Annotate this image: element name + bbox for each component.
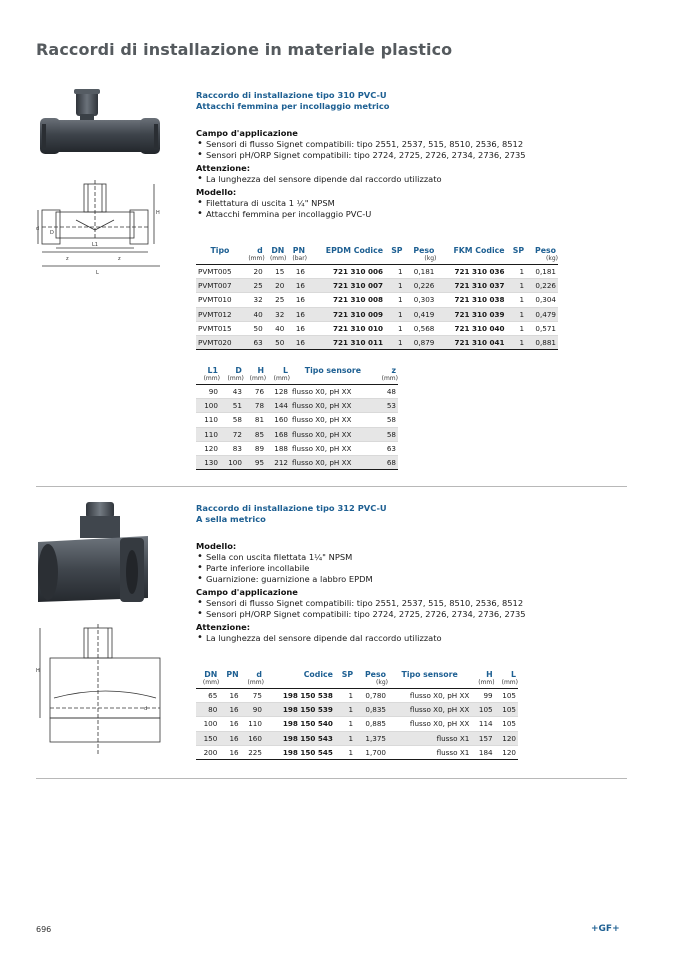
table-cell: 0,881 [526, 336, 558, 350]
table-row [196, 689, 518, 703]
table-cell: 198 150 543 [264, 731, 335, 745]
table-cell: 0,780 [355, 689, 388, 703]
campo-heading: Campo d'applicazione [196, 128, 298, 138]
table-cell: 16 [219, 731, 240, 745]
table-310-codes: Tipo d DN PN EPDM Codice SP Peso FKM Codice SP Peso (mm) (mm) (bar) (kg) (kg) PVMT005 20 15 16 721 310 006 1 0,181 721 310 036 1 0,181 PVMT007 25 20 16 721 310 007 1 0,226 721 310 037 1 0,226 PVMT010 32 25 16 721 310 008 1 0,303 721 310 038 1 0,304 PVMT012 40 32 16 721 310 009 1 0,419 721 310 039 1 0,479 PVMT015 50 40 16 721 310 010 1 0,568 721 310 040 1 0,571 PVMT020 63 50 16 721 310 011 1 0,879 721 310 041 1 0,881 [196, 246, 558, 350]
table-cell: 1 [507, 307, 527, 321]
table-cell: 99 [471, 689, 494, 703]
attenzione-item: • La lunghezza del sensore dipende dal raccordo utilizzato [196, 633, 526, 644]
table-row [196, 399, 398, 413]
table-cell: 721 310 037 [436, 279, 506, 293]
table-cell: 72 [220, 427, 244, 441]
table-cell: 100 [220, 456, 244, 470]
table-cell: 200 [196, 745, 219, 759]
table-cell: 1 [335, 689, 355, 703]
table-cell: flusso X0, pH XX [290, 399, 376, 413]
table-cell: 0,835 [355, 703, 388, 717]
drawing-label-d: d [36, 226, 40, 232]
table-cell: 1 [507, 279, 527, 293]
table-cell: flusso X0, pH XX [388, 717, 471, 731]
modello-item: • Guarnizione: guarnizione a labbro EPDM [196, 574, 526, 585]
table-cell: flusso X0, pH XX [290, 441, 376, 455]
product-310-description [196, 126, 526, 220]
table-cell: 1 [335, 703, 355, 717]
table-cell: 110 [196, 413, 220, 427]
table-cell: 1,700 [355, 745, 388, 759]
drawing-label-z-right: z [118, 256, 121, 262]
table-cell: 198 150 545 [264, 745, 335, 759]
table-cell: 120 [495, 745, 518, 759]
table-cell: flusso X0, pH XX [388, 689, 471, 703]
table-cell: 58 [220, 413, 244, 427]
table-cell: 80 [196, 703, 219, 717]
table-cell: 81 [244, 413, 266, 427]
page-number: 696 [36, 925, 52, 934]
attenzione-heading: Attenzione: [196, 163, 251, 173]
table-row [196, 731, 518, 745]
table-cell: 721 310 038 [436, 293, 506, 307]
table-cell: 105 [495, 703, 518, 717]
table-cell: 721 310 009 [307, 307, 385, 321]
table-row [196, 413, 398, 427]
table-row [196, 336, 558, 350]
table-cell: 63 [376, 441, 398, 455]
table-cell: 1 [507, 265, 527, 279]
table-cell: 16 [219, 689, 240, 703]
table-cell: PVMT010 [196, 293, 244, 307]
modello-item: • Parte inferiore incollabile [196, 563, 526, 574]
table-row [196, 321, 558, 335]
table-cell: 0,419 [405, 307, 437, 321]
table-cell: 0,181 [526, 265, 558, 279]
drawing-label-h: H [36, 668, 40, 674]
table-cell: 48 [376, 385, 398, 399]
table-row [196, 441, 398, 455]
table-cell: PVMT015 [196, 321, 244, 335]
table-cell: 198 150 538 [264, 689, 335, 703]
table-cell: 110 [241, 717, 264, 731]
table-row [196, 703, 518, 717]
product-310-title: Raccordo di installazione tipo 310 PVC-U Attacchi femmina per incollaggio metrico [196, 90, 390, 111]
table-cell: 184 [471, 745, 494, 759]
table-cell: PVMT020 [196, 336, 244, 350]
table-cell: 225 [241, 745, 264, 759]
technical-drawing-310 [36, 180, 166, 280]
product-312-description [196, 539, 526, 644]
section-divider [36, 486, 627, 487]
table-cell: 0,303 [405, 293, 437, 307]
modello-heading: Modello: [196, 541, 237, 551]
drawing-label-D: D [50, 230, 54, 236]
table-cell: 114 [471, 717, 494, 731]
table-cell: 40 [265, 321, 287, 335]
table-cell: 721 310 040 [436, 321, 506, 335]
table-cell: 160 [266, 413, 290, 427]
table-row [196, 307, 558, 321]
table-cell: 188 [266, 441, 290, 455]
table-cell: PVMT007 [196, 279, 244, 293]
table-cell: 0,304 [526, 293, 558, 307]
table-cell: 1 [335, 745, 355, 759]
gf-logo: +GF+ [591, 924, 620, 934]
table-cell: 110 [196, 427, 220, 441]
attenzione-heading: Attenzione: [196, 622, 251, 632]
table-cell: 128 [266, 385, 290, 399]
drawing-label-l: L [96, 270, 99, 276]
table-cell: 16 [286, 321, 307, 335]
table-cell: 16 [286, 336, 307, 350]
table-cell: 198 150 540 [264, 717, 335, 731]
table-cell: 1 [507, 336, 527, 350]
table-cell: 53 [376, 399, 398, 413]
table-cell: 0,571 [526, 321, 558, 335]
page-title: Raccordi di installazione in materiale plastico [36, 40, 453, 59]
table-cell: 90 [196, 385, 220, 399]
table-cell: 144 [266, 399, 290, 413]
table-cell: PVMT005 [196, 265, 244, 279]
table-cell: flusso X1 [388, 731, 471, 745]
table-row [196, 745, 518, 759]
table-cell: 63 [244, 336, 265, 350]
table-cell: 721 310 011 [307, 336, 385, 350]
table-cell: 1 [507, 293, 527, 307]
drawing-label-h: H [156, 210, 160, 216]
product-312-title: Raccordo di installazione tipo 312 PVC-U A sella metrico [196, 503, 387, 524]
table-cell: 25 [244, 279, 265, 293]
table-cell: 198 150 539 [264, 703, 335, 717]
campo-item: • Sensori pH/ORP Signet compatibili: tipo 2724, 2725, 2726, 2734, 2736, 2735 [196, 609, 526, 620]
table-cell: 20 [244, 265, 265, 279]
table-cell: 15 [265, 265, 287, 279]
attenzione-item: • La lunghezza del sensore dipende dal raccordo utilizzato [196, 174, 526, 185]
table-cell: 16 [219, 703, 240, 717]
table-cell: 1 [385, 279, 405, 293]
table-cell: 100 [196, 717, 219, 731]
table-row [196, 456, 398, 470]
modello-item: • Sella con uscita filettata 1¼" NPSM [196, 552, 526, 563]
table-cell: 100 [196, 399, 220, 413]
table-cell: 1 [385, 293, 405, 307]
table-cell: 83 [220, 441, 244, 455]
table-cell: 16 [219, 717, 240, 731]
table-cell: 16 [286, 279, 307, 293]
table-312-codes: DN PN d Codice SP Peso Tipo sensore H L (mm) (mm) (kg) (mm) (mm) 65 16 75 198 150 538 1 0,780 flusso X0, pH XX 99 105 80 16 90 198 150 539 1 0,835 flusso X0, pH XX 105 105 100 16 110 198 150 540 1 0,885 flusso X0, pH XX 114 105 150 16 160 198 150 543 1 1,375 flusso X1 157 120 200 16 225 198 150 545 1 1,700 flusso X1 184 120 [196, 670, 518, 760]
table-cell: 50 [265, 336, 287, 350]
table-cell: flusso X0, pH XX [290, 427, 376, 441]
table-cell: 212 [266, 456, 290, 470]
table-cell: 721 310 039 [436, 307, 506, 321]
table-cell: 16 [286, 265, 307, 279]
table-cell: 58 [376, 413, 398, 427]
table-cell: flusso X0, pH XX [388, 703, 471, 717]
table-cell: 32 [265, 307, 287, 321]
table-cell: 120 [196, 441, 220, 455]
table-row [196, 717, 518, 731]
table-cell: 0,226 [526, 279, 558, 293]
table-cell: 90 [241, 703, 264, 717]
campo-item: • Sensori di flusso Signet compatibili: tipo 2551, 2537, 515, 8510, 2536, 8512 [196, 598, 526, 609]
product-photo-310 [36, 84, 186, 174]
table-cell: 721 310 010 [307, 321, 385, 335]
table-cell: 43 [220, 385, 244, 399]
table-cell: 105 [495, 689, 518, 703]
table-cell: 16 [286, 293, 307, 307]
table-row [196, 293, 558, 307]
table-cell: 65 [196, 689, 219, 703]
drawing-label-z-left: z [66, 256, 69, 262]
product-photo-312 [36, 498, 156, 616]
table-cell: 721 310 007 [307, 279, 385, 293]
table-cell: 75 [241, 689, 264, 703]
table-cell: 89 [244, 441, 266, 455]
table-cell: 85 [244, 427, 266, 441]
table-cell: 0,479 [526, 307, 558, 321]
table-cell: 1 [385, 265, 405, 279]
table-cell: 58 [376, 427, 398, 441]
modello-heading: Modello: [196, 187, 237, 197]
modello-item: • Attacchi femmina per incollaggio PVC-U [196, 209, 526, 220]
table-cell: flusso X0, pH XX [290, 456, 376, 470]
table-cell: 721 310 008 [307, 293, 385, 307]
table-row [196, 279, 558, 293]
drawing-label-l1: L1 [92, 242, 98, 248]
table-cell: 16 [286, 307, 307, 321]
table-cell: 130 [196, 456, 220, 470]
table-cell: 150 [196, 731, 219, 745]
table-cell: 25 [265, 293, 287, 307]
table-cell: 1 [335, 717, 355, 731]
table-row [196, 427, 398, 441]
table-cell: flusso X0, pH XX [290, 385, 376, 399]
table-cell: PVMT012 [196, 307, 244, 321]
table-cell: flusso X0, pH XX [290, 413, 376, 427]
table-cell: 78 [244, 399, 266, 413]
table-cell: 95 [244, 456, 266, 470]
table-cell: 160 [241, 731, 264, 745]
table-cell: 32 [244, 293, 265, 307]
campo-item: • Sensori di flusso Signet compatibili: tipo 2551, 2537, 515, 8510, 2536, 8512 [196, 139, 526, 150]
table-cell: 1 [385, 336, 405, 350]
table-cell: 0,226 [405, 279, 437, 293]
table-cell: 157 [471, 731, 494, 745]
table-cell: 721 310 006 [307, 265, 385, 279]
table-cell: 168 [266, 427, 290, 441]
table-cell: flusso X1 [388, 745, 471, 759]
table-cell: 1 [335, 731, 355, 745]
table-row [196, 265, 558, 279]
table-cell: 0,879 [405, 336, 437, 350]
table-cell: 1 [385, 307, 405, 321]
table-cell: 51 [220, 399, 244, 413]
table-cell: 50 [244, 321, 265, 335]
table-cell: 721 310 041 [436, 336, 506, 350]
table-cell: 105 [471, 703, 494, 717]
table-cell: 120 [495, 731, 518, 745]
table-cell: 1,375 [355, 731, 388, 745]
table-cell: 105 [495, 717, 518, 731]
table-cell: 76 [244, 385, 266, 399]
campo-item: • Sensori pH/ORP Signet compatibili: tipo 2724, 2725, 2726, 2734, 2736, 2735 [196, 150, 526, 161]
table-row [196, 385, 398, 399]
table-cell: 1 [507, 321, 527, 335]
table-cell: 0,181 [405, 265, 437, 279]
table-cell: 1 [385, 321, 405, 335]
drawing-label-d: d [144, 706, 148, 712]
table-cell: 40 [244, 307, 265, 321]
table-cell: 0,568 [405, 321, 437, 335]
modello-item: • Filettatura di uscita 1 ¼" NPSM [196, 198, 526, 209]
section-divider [36, 778, 627, 779]
table-cell: 0,885 [355, 717, 388, 731]
technical-drawing-312 [36, 624, 166, 764]
table-cell: 721 310 036 [436, 265, 506, 279]
table-cell: 16 [219, 745, 240, 759]
table-cell: 68 [376, 456, 398, 470]
table-310-dimensions: L1 D H L Tipo sensore z (mm) (mm) (mm) (mm) (mm) 90 43 76 128 flusso X0, pH XX 48 100 51 78 144 flusso X0, pH XX 53 110 58 81 160 flusso X0, pH XX 58 110 72 85 168 flusso X0, pH XX 58 120 83 89 188 flusso X0, pH XX 63 130 100 95 212 flusso X0, pH XX 68 [196, 366, 398, 470]
table-cell: 20 [265, 279, 287, 293]
campo-heading: Campo d'applicazione [196, 587, 298, 597]
